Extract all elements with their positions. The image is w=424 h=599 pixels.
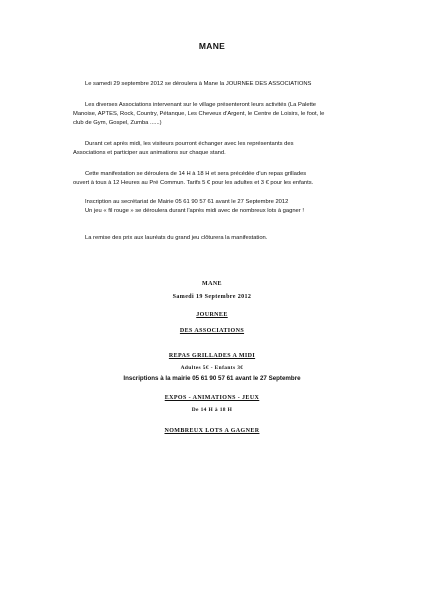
- announcement-town: MANE: [202, 281, 222, 287]
- paragraph-prizes: [73, 234, 359, 243]
- paragraph-line: Cette manifestation se déroulera de 14 H à 18 H et sera précédée d'un repas grillades: [85, 171, 307, 177]
- announcement-lots: NOMBREUX LOTS A GAGNER: [164, 428, 260, 434]
- paragraph-schedule: [73, 170, 359, 188]
- paragraph-line: Durant cet après midi, les visiteurs pourront échanger avec les représentants des: [85, 141, 294, 147]
- announcement-inscriptions: Inscriptions à la mairie 05 61 90 57 61 avant le 27 Septembre: [123, 375, 301, 382]
- announcement-repas: REPAS GRILLADES A MIDI: [168, 353, 256, 359]
- paragraph-line: Manoise, APTES, Rock, Country, Pétanque, Les Cheveux d'Argent, le Centre de Loisirs, le foot, le: [73, 110, 325, 117]
- paragraph-line: Associations et participer aux animations sur chaque stand.: [73, 149, 226, 156]
- paragraph-associations: [73, 101, 359, 128]
- announcement-expos: EXPOS - ANIMATIONS - JEUX: [164, 395, 260, 401]
- announcement-horaires: De 14 H à 18 H: [191, 407, 233, 413]
- paragraph-line: Un jeu « fil rouge » se déroulera durant l'après midi avec de nombreux lots à gagner !: [85, 207, 304, 214]
- paragraph-registration: [73, 198, 359, 216]
- announcement-journee: JOURNEE: [196, 312, 228, 318]
- announcement-tarifs: Adultes 5€ - Enfants 3€: [180, 365, 244, 371]
- paragraph-line: club de Gym, Gospel, Zumba ......): [73, 119, 162, 126]
- paragraph-line: Le samedi 29 septembre 2012 se déroulera à Mane la JOURNEE DES ASSOCIATIONS: [85, 81, 312, 87]
- announcement-date: Samedi 19 Septembre 2012: [172, 294, 252, 300]
- paragraph-line: La remise des prix aux lauréats du grand jeu clôturera la manifestation.: [85, 235, 268, 241]
- page-title: MANE: [198, 41, 226, 51]
- paragraph-intro: [73, 80, 359, 89]
- paragraph-afternoon: [73, 140, 359, 158]
- paragraph-line: Les diverses Associations intervenant sur le village présenteront leurs activités (La Palette: [85, 102, 317, 108]
- paragraph-line: Inscription au secrétariat de Mairie 05 61 90 57 61 avant le 27 Septembre 2012: [85, 199, 289, 205]
- announcement-associations: DES ASSOCIATIONS: [179, 328, 245, 334]
- paragraph-line: ouvert à tous à 12 Heures au Pré Commun. Tarifs 5 € pour les adultes et 3 € pour les enfants.: [73, 179, 314, 186]
